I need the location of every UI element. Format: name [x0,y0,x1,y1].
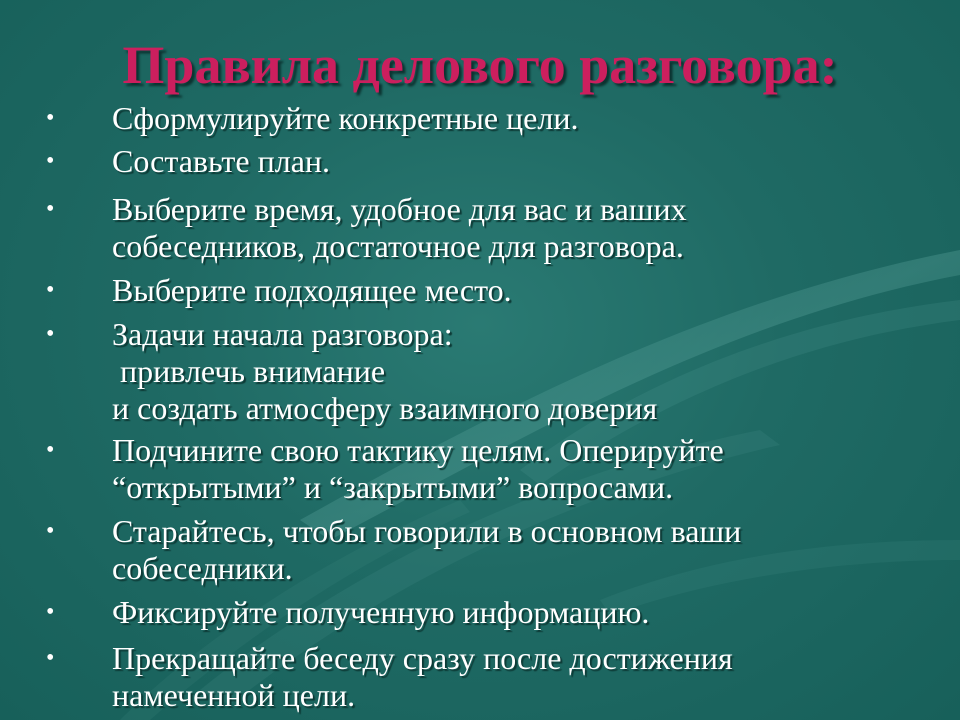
list-item-line: привлечь внимание [112,353,386,389]
bullet-icon: • [46,599,55,625]
bullet-icon: • [46,105,55,131]
list-item-text [112,143,932,180]
list-item-line: Прекращайте беседу сразу после достижения [112,640,733,676]
list-item-text [112,272,932,309]
bullet-icon: • [46,196,55,222]
list-item-text [112,594,932,631]
list-item-line: собеседников, достаточное для разговора. [112,228,684,264]
list-item-text [112,316,932,427]
list-item-line: и создать атмосферу взаимного доверия [112,390,658,426]
bullet-icon: • [46,277,55,303]
list-item-line: Подчините свою тактику целям. Оперируйте [112,432,724,468]
list-item-line: Составьте план. [112,143,331,179]
list-item-line: Старайтесь, чтобы говорили в основном ваши [112,513,742,549]
list-item-text [112,513,932,587]
list-item-line: Выберите время, удобное для вас и ваших [112,191,687,227]
list-item-line: намеченной цели. [112,677,356,713]
list-item-text [112,100,932,137]
list-item-text [112,432,932,506]
bullet-icon: • [46,437,55,463]
list-item-line: Сформулируйте конкретные цели. [112,100,579,136]
bullet-icon: • [46,148,55,174]
list-item-line: собеседники. [112,550,293,586]
list-item-line: Фиксируйте полученную информацию. [112,594,650,630]
list-item-text [112,191,932,265]
bullet-icon: • [46,645,55,671]
list-item-line: Выберите подходящее место. [112,272,512,308]
list-item-line: Задачи начала разговора: [112,316,453,352]
bullet-icon: • [46,518,55,544]
list-item-line: “открытыми” и “закрытыми” вопросами. [112,469,674,505]
bullet-icon: • [46,321,55,347]
slide-title: Правила делового разговора: [122,35,838,95]
list-item-text [112,640,932,714]
